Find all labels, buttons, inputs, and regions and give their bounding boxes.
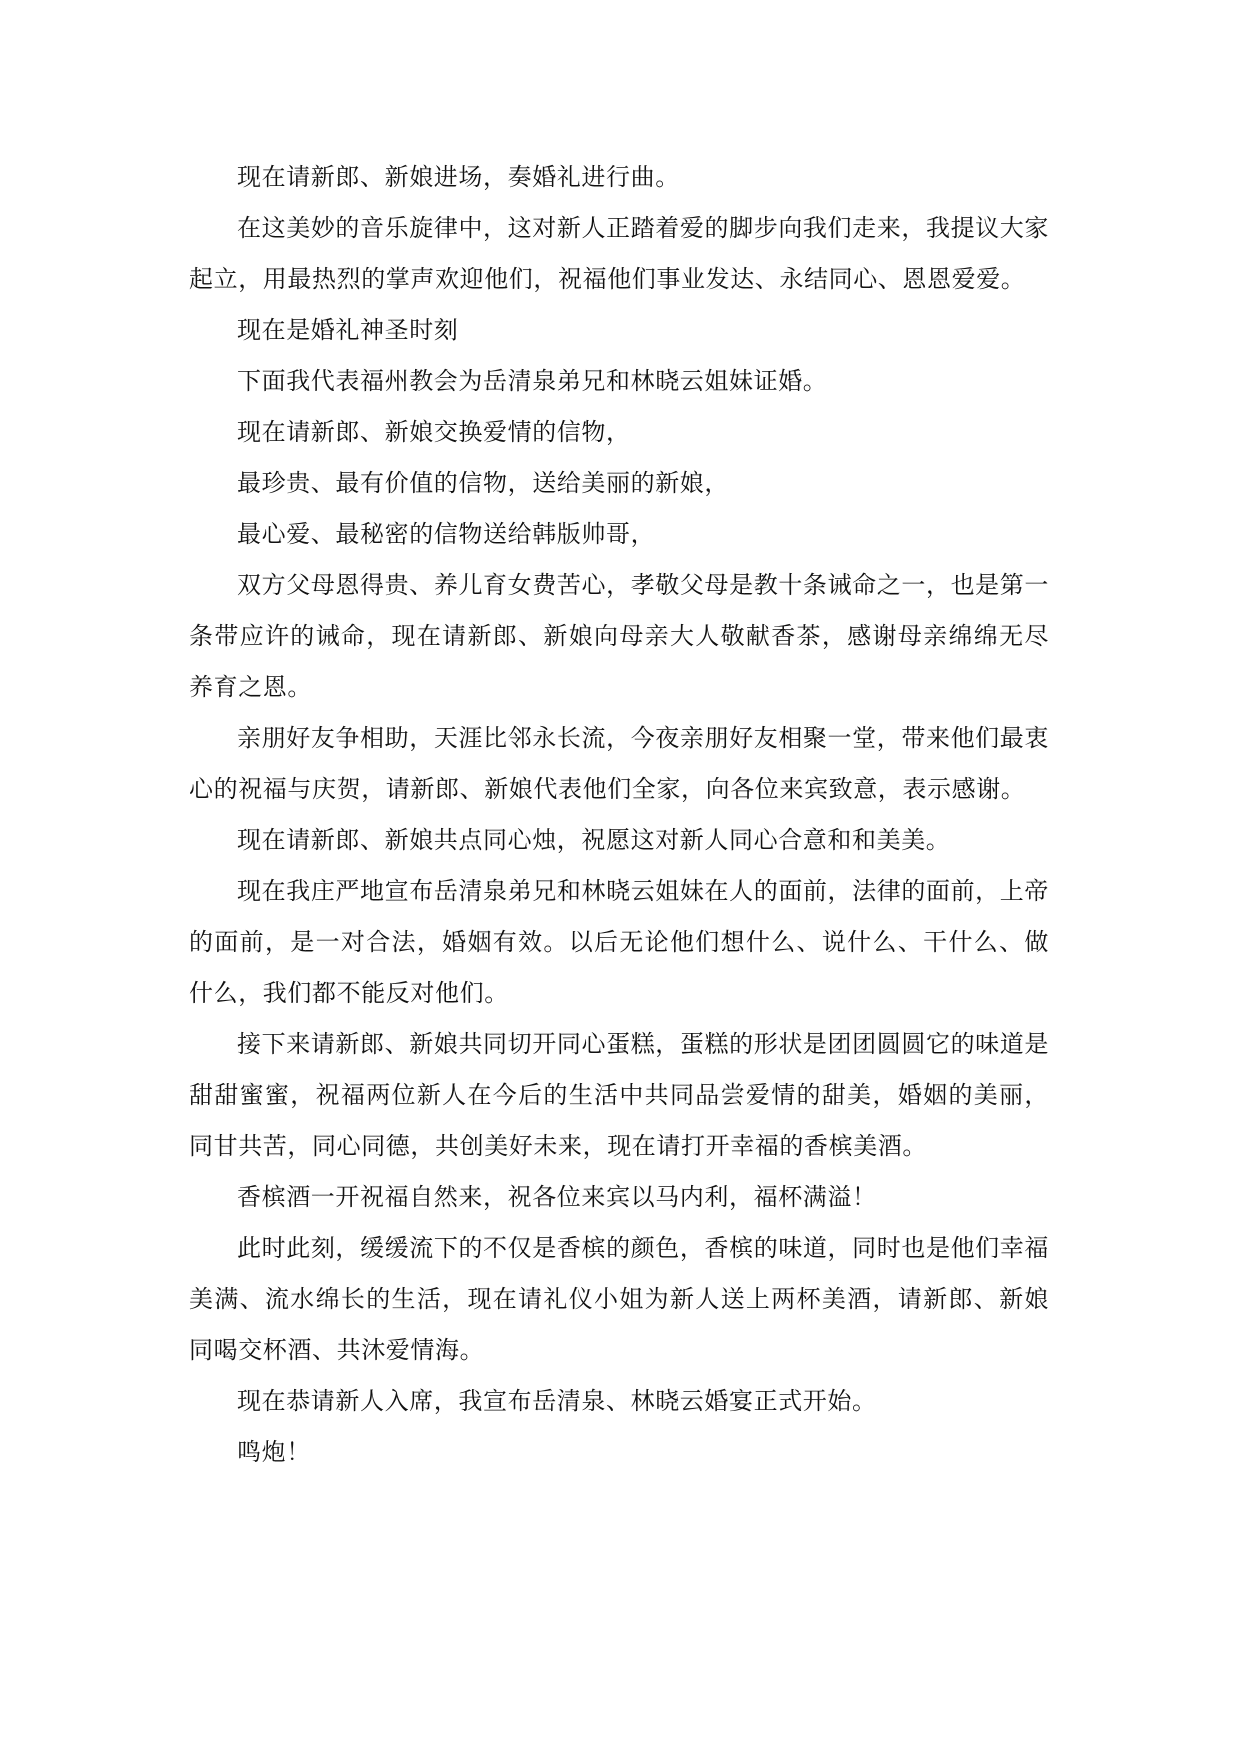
- paragraph-parents-tea: 双方父母恩得贵、养儿育女费苦心，孝敬父母是教十条诫命之一，也是第一条带应许的诫命，现在请新郎、新娘向母亲大人敬献香茶，感谢母亲绵绵无尽养育之恩。: [189, 571, 1049, 701]
- paragraph-gift-bride: 最珍贵、最有价值的信物，送给美丽的新娘，: [237, 469, 729, 497]
- paragraph-unity-candle: 现在请新郎、新娘共点同心烛，祝愿这对新人同心合意和和美美。: [237, 826, 951, 854]
- paragraph-champagne-toast: 香槟酒一开祝福自然来，祝各位来宾以马内利，福杯满溢！: [237, 1183, 877, 1211]
- paragraph-firecrackers: 鸣炮！: [237, 1438, 311, 1466]
- paragraph-exchange-tokens: 现在请新郎、新娘交换爱情的信物，: [237, 418, 631, 446]
- paragraph-cake: 接下来请新郎、新娘共同切开同心蛋糕，蛋糕的形状是团团圆圆它的味道是甜甜蜜蜜，祝福两位新人在今后的生活中共同品尝爱情的甜美，婚姻的美丽，同甘共苦，同心同德，共创美好未来，现在请打开幸福的香槟美酒。: [189, 1030, 1049, 1160]
- paragraph-officiant: 下面我代表福州教会为岳清泉弟兄和林晓云姐妹证婚。: [237, 367, 828, 395]
- paragraph-cross-cup: 此时此刻，缓缓流下的不仅是香槟的颜色，香槟的味道，同时也是他们幸福美满、流水绵长的生活，现在请礼仪小姐为新人送上两杯美酒，请新郎、新娘同喝交杯酒、共沐爱情海。: [189, 1234, 1049, 1364]
- paragraph-gift-groom: 最心爱、最秘密的信物送给韩版帅哥，: [237, 520, 656, 548]
- paragraph-banquet-start: 现在恭请新人入席，我宣布岳清泉、林晓云婚宴正式开始。: [237, 1387, 877, 1415]
- paragraph-declaration: 现在我庄严地宣布岳清泉弟兄和林晓云姐妹在人的面前，法律的面前，上帝的面前，是一对合法，婚姻有效。以后无论他们想什么、说什么、干什么、做什么，我们都不能反对他们。: [189, 877, 1049, 1007]
- paragraph-sacred-moment: 现在是婚礼神圣时刻: [237, 316, 459, 344]
- paragraph-thank-guests: 亲朋好友争相助，天涯比邻永长流，今夜亲朋好友相聚一堂，带来他们最衷心的祝福与庆贺，请新郎、新娘代表他们全家，向各位来宾致意，表示感谢。: [189, 724, 1049, 803]
- paragraph-welcome: 在这美妙的音乐旋律中，这对新人正踏着爱的脚步向我们走来，我提议大家起立，用最热烈的掌声欢迎他们，祝福他们事业发达、永结同心、恩恩爱爱。: [189, 214, 1049, 293]
- document-body: [189, 152, 1049, 1478]
- paragraph-entrance: 现在请新郎、新娘进场，奏婚礼进行曲。: [237, 163, 680, 191]
